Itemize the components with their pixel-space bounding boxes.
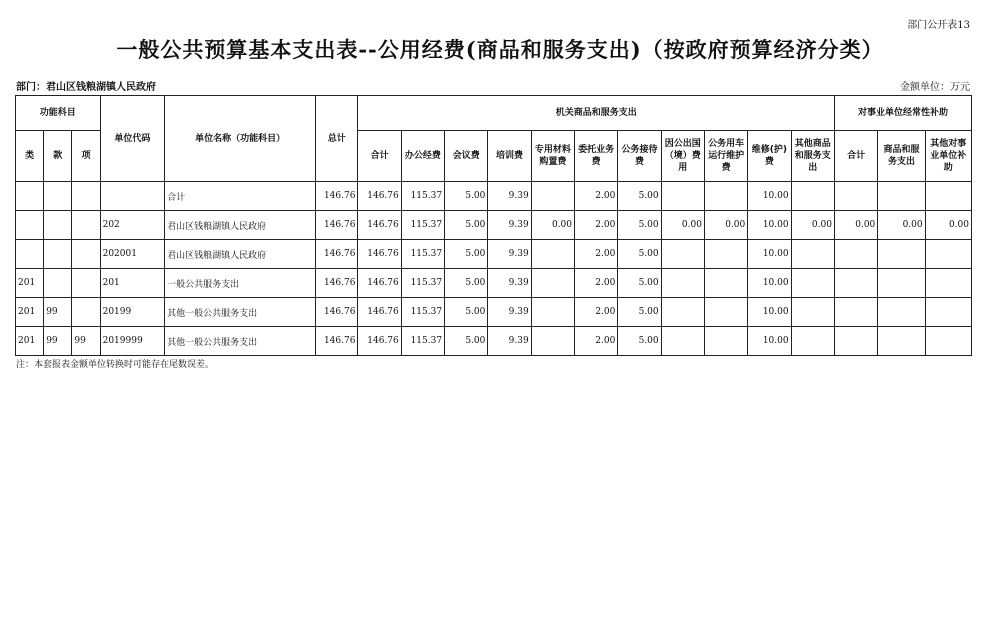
- cell-peixun: 9.39: [488, 240, 531, 269]
- cell-sub-other: [925, 269, 971, 298]
- cell-heji: 146.76: [358, 211, 401, 240]
- cell-jiedai: 5.00: [618, 298, 661, 327]
- cell-zhuanyong: [531, 327, 574, 356]
- header-weixiu: 维修(护)费: [748, 131, 791, 182]
- cell-bangong: 115.37: [401, 298, 444, 327]
- cell-jiedai: 5.00: [618, 182, 661, 211]
- header-lei: 类: [16, 131, 44, 182]
- cell-peixun: 9.39: [488, 298, 531, 327]
- cell-total: 146.76: [316, 182, 358, 211]
- cell-sub-heji: [834, 240, 877, 269]
- cell-kuan: [44, 182, 72, 211]
- cell-chuguo: [661, 269, 704, 298]
- cell-xiang: [72, 269, 100, 298]
- cell-huiyi: 5.00: [445, 327, 488, 356]
- header-unit-name: 单位名称（功能科目）: [165, 96, 316, 182]
- cell-code: 20199: [100, 298, 164, 327]
- cell-gongwuche: [704, 327, 747, 356]
- cell-bangong: 115.37: [401, 182, 444, 211]
- cell-total: 146.76: [316, 211, 358, 240]
- table-row: [16, 269, 972, 298]
- cell-total: 146.76: [316, 298, 358, 327]
- cell-huiyi: 5.00: [445, 211, 488, 240]
- cell-zhuanyong: [531, 240, 574, 269]
- cell-gongwuche: [704, 182, 747, 211]
- cell-peixun: 9.39: [488, 211, 531, 240]
- header-jiedai: 公务接待费: [618, 131, 661, 182]
- cell-sub-other: [925, 182, 971, 211]
- cell-sub-other: 0.00: [925, 211, 971, 240]
- cell-heji: 146.76: [358, 182, 401, 211]
- cell-gongwuche: 0.00: [704, 211, 747, 240]
- cell-peixun: 9.39: [488, 327, 531, 356]
- cell-huiyi: 5.00: [445, 298, 488, 327]
- cell-heji: 146.76: [358, 240, 401, 269]
- cell-total: 146.76: [316, 327, 358, 356]
- cell-huiyi: 5.00: [445, 269, 488, 298]
- cell-sub-other: [925, 327, 971, 356]
- cell-weituo: 2.00: [575, 298, 618, 327]
- form-code: 部门公开表13: [907, 20, 970, 31]
- cell-xiang: [72, 182, 100, 211]
- cell-weituo: 2.00: [575, 240, 618, 269]
- cell-sub-heji: [834, 182, 877, 211]
- cell-qita: [791, 240, 834, 269]
- table-row: [16, 211, 972, 240]
- cell-total: 146.76: [316, 269, 358, 298]
- cell-xiang: [72, 240, 100, 269]
- cell-lei: 201: [16, 327, 44, 356]
- header-sub-goods: 商品和服务支出: [878, 131, 925, 182]
- cell-name: 其他一般公共服务支出: [165, 327, 316, 356]
- cell-kuan: 99: [44, 327, 72, 356]
- cell-name: 君山区钱粮湖镇人民政府: [165, 240, 316, 269]
- header-heji: 合计: [358, 131, 401, 182]
- page-title: 一般公共预算基本支出表--公用经费(商品和服务支出)（按政府预算经济分类）: [116, 37, 884, 62]
- cell-code: 202: [100, 211, 164, 240]
- cell-chuguo: [661, 240, 704, 269]
- header-xiang: 项: [72, 131, 100, 182]
- cell-lei: 201: [16, 298, 44, 327]
- cell-qita: [791, 269, 834, 298]
- cell-lei: [16, 240, 44, 269]
- cell-sub-other: [925, 298, 971, 327]
- cell-sub-goods: [878, 240, 925, 269]
- cell-qita: 0.00: [791, 211, 834, 240]
- cell-sub-goods: 0.00: [878, 211, 925, 240]
- cell-zhuanyong: 0.00: [531, 211, 574, 240]
- cell-weixiu: 10.00: [748, 327, 791, 356]
- cell-huiyi: 5.00: [445, 240, 488, 269]
- header-huiyi: 会议费: [445, 131, 488, 182]
- cell-kuan: [44, 240, 72, 269]
- cell-xiang: [72, 211, 100, 240]
- header-qita: 其他商品和服务支出: [791, 131, 834, 182]
- header-gongwuche: 公务用车运行维护费: [704, 131, 747, 182]
- cell-weixiu: 10.00: [748, 240, 791, 269]
- cell-weituo: 2.00: [575, 182, 618, 211]
- cell-code: [100, 182, 164, 211]
- cell-sub-heji: [834, 327, 877, 356]
- cell-weituo: 2.00: [575, 211, 618, 240]
- cell-chuguo: [661, 298, 704, 327]
- cell-qita: [791, 182, 834, 211]
- table-row: [16, 298, 972, 327]
- cell-jiedai: 5.00: [618, 327, 661, 356]
- header-chuguo: 因公出国（境）费用: [661, 131, 704, 182]
- cell-huiyi: 5.00: [445, 182, 488, 211]
- header-bangong: 办公经费: [401, 131, 444, 182]
- cell-sub-goods: [878, 269, 925, 298]
- cell-name: 一般公共服务支出: [165, 269, 316, 298]
- cell-weituo: 2.00: [575, 269, 618, 298]
- amount-unit-label: 金额单位：万元: [900, 82, 970, 93]
- cell-zhuanyong: [531, 182, 574, 211]
- header-weituo: 委托业务费: [575, 131, 618, 182]
- table-row: [16, 240, 972, 269]
- header-peixun: 培训费: [488, 131, 531, 182]
- cell-kuan: 99: [44, 298, 72, 327]
- cell-sub-goods: [878, 298, 925, 327]
- cell-zhuanyong: [531, 269, 574, 298]
- header-unit-code: 单位代码: [100, 96, 164, 182]
- cell-weixiu: 10.00: [748, 298, 791, 327]
- budget-table: [15, 95, 972, 356]
- cell-heji: 146.76: [358, 298, 401, 327]
- cell-qita: [791, 298, 834, 327]
- cell-heji: 146.76: [358, 327, 401, 356]
- cell-peixun: 9.39: [488, 182, 531, 211]
- cell-qita: [791, 327, 834, 356]
- cell-xiang: [72, 298, 100, 327]
- cell-sub-other: [925, 240, 971, 269]
- cell-sub-goods: [878, 327, 925, 356]
- cell-sub-heji: [834, 269, 877, 298]
- footnote: 注：本套报表金额单位转换时可能存在尾数误差。: [16, 360, 215, 370]
- cell-lei: [16, 182, 44, 211]
- cell-name: 君山区钱粮湖镇人民政府: [165, 211, 316, 240]
- cell-weixiu: 10.00: [748, 182, 791, 211]
- cell-zhuanyong: [531, 298, 574, 327]
- cell-gongwuche: [704, 269, 747, 298]
- cell-code: 201: [100, 269, 164, 298]
- cell-jiedai: 5.00: [618, 240, 661, 269]
- cell-gongwuche: [704, 240, 747, 269]
- cell-lei: 201: [16, 269, 44, 298]
- cell-chuguo: [661, 182, 704, 211]
- header-zhuanyong: 专用材料购置费: [531, 131, 574, 182]
- cell-gongwuche: [704, 298, 747, 327]
- cell-jiedai: 5.00: [618, 211, 661, 240]
- cell-sub-goods: [878, 182, 925, 211]
- cell-lei: [16, 211, 44, 240]
- cell-peixun: 9.39: [488, 269, 531, 298]
- cell-sub-heji: 0.00: [834, 211, 877, 240]
- cell-weixiu: 10.00: [748, 269, 791, 298]
- cell-xiang: 99: [72, 327, 100, 356]
- cell-name: 合计: [165, 182, 316, 211]
- department-label: 部门：君山区钱粮湖镇人民政府: [16, 82, 156, 93]
- table-row: [16, 182, 972, 211]
- header-kuan: 款: [44, 131, 72, 182]
- cell-weituo: 2.00: [575, 327, 618, 356]
- cell-total: 146.76: [316, 240, 358, 269]
- cell-heji: 146.76: [358, 269, 401, 298]
- cell-jiedai: 5.00: [618, 269, 661, 298]
- cell-bangong: 115.37: [401, 269, 444, 298]
- cell-name: 其他一般公共服务支出: [165, 298, 316, 327]
- header-total: 总计: [316, 96, 358, 182]
- header-group-subsidy: 对事业单位经常性补助: [834, 96, 971, 131]
- header-func-subject: 功能科目: [16, 96, 101, 131]
- cell-code: 2019999: [100, 327, 164, 356]
- cell-bangong: 115.37: [401, 327, 444, 356]
- header-sub-other: 其他对事业单位补助: [925, 131, 971, 182]
- cell-sub-heji: [834, 298, 877, 327]
- cell-kuan: [44, 269, 72, 298]
- cell-chuguo: [661, 327, 704, 356]
- cell-kuan: [44, 211, 72, 240]
- cell-weixiu: 10.00: [748, 211, 791, 240]
- cell-chuguo: 0.00: [661, 211, 704, 240]
- cell-code: 202001: [100, 240, 164, 269]
- header-sub-heji: 合计: [834, 131, 877, 182]
- cell-bangong: 115.37: [401, 211, 444, 240]
- cell-bangong: 115.37: [401, 240, 444, 269]
- header-group-goods: 机关商品和服务支出: [358, 96, 835, 131]
- table-row: [16, 327, 972, 356]
- header-row-1: [16, 96, 972, 131]
